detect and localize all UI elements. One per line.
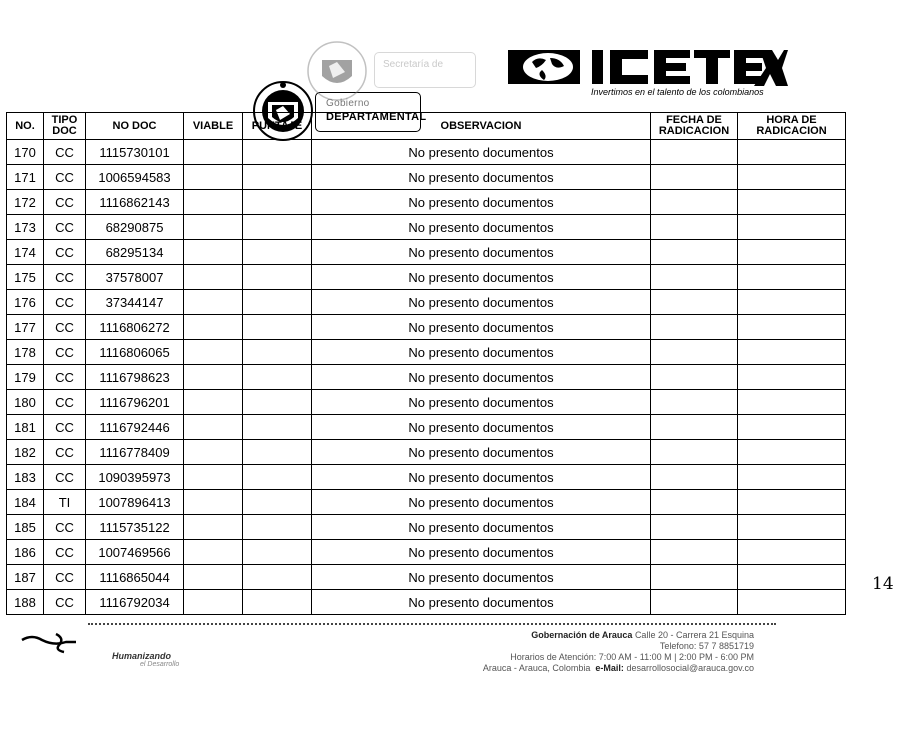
cell-fecha-radicacion (651, 190, 738, 215)
cell-no-doc: 1116792446 (86, 415, 184, 440)
cell-no-doc: 1116806065 (86, 340, 184, 365)
cell-no-doc: 37578007 (86, 265, 184, 290)
cell-tipo-doc: CC (44, 390, 86, 415)
departamental-label: DEPARTAMENTAL (326, 111, 427, 123)
cell-no: 182 (7, 440, 44, 465)
cell-puntaje (243, 390, 312, 415)
cell-tipo-doc: CC (44, 590, 86, 615)
cell-no: 186 (7, 540, 44, 565)
col-header-puntaje: PUNTAJE (243, 113, 312, 140)
cell-puntaje (243, 440, 312, 465)
footer-gobernacion: Gobernación de Arauca (531, 630, 633, 640)
cell-tipo-doc: CC (44, 540, 86, 565)
cell-no: 171 (7, 165, 44, 190)
cell-tipo-doc: CC (44, 240, 86, 265)
cell-fecha-radicacion (651, 465, 738, 490)
cell-puntaje (243, 590, 312, 615)
cell-no: 177 (7, 315, 44, 340)
arrow-signature-icon (20, 630, 80, 654)
cell-fecha-radicacion (651, 515, 738, 540)
cell-no-doc: 1116862143 (86, 190, 184, 215)
icetex-logo (508, 48, 788, 106)
cell-viable (184, 340, 243, 365)
cell-hora-radicacion (738, 590, 846, 615)
cell-hora-radicacion (738, 215, 846, 240)
cell-viable (184, 240, 243, 265)
cell-hora-radicacion (738, 265, 846, 290)
cell-puntaje (243, 515, 312, 540)
cell-no-doc: 1116778409 (86, 440, 184, 465)
cell-no: 175 (7, 265, 44, 290)
cell-observacion: No presento documentos (312, 540, 651, 565)
table-row (7, 190, 846, 215)
footer-email: desarrollosocial@arauca.gov.co (626, 663, 754, 673)
cell-no-doc: 1116792034 (86, 590, 184, 615)
cell-viable (184, 565, 243, 590)
cell-viable (184, 540, 243, 565)
cell-no: 187 (7, 565, 44, 590)
cell-puntaje (243, 315, 312, 340)
cell-tipo-doc: CC (44, 365, 86, 390)
secretaria-logo (302, 40, 480, 102)
cell-observacion: No presento documentos (312, 340, 651, 365)
cell-hora-radicacion (738, 490, 846, 515)
cell-tipo-doc: CC (44, 265, 86, 290)
table-row (7, 140, 846, 165)
cell-hora-radicacion (738, 415, 846, 440)
cell-no-doc: 68290875 (86, 215, 184, 240)
cell-no: 184 (7, 490, 44, 515)
col-header-hora-radicacion: HORA DE RADICACION (738, 113, 846, 140)
cell-no: 185 (7, 515, 44, 540)
cell-tipo-doc: CC (44, 140, 86, 165)
secretaria-label: Secretaría de (383, 59, 444, 70)
footer-address: Calle 20 - Carrera 21 Esquina (634, 630, 754, 640)
cell-puntaje (243, 365, 312, 390)
cell-observacion: No presento documentos (312, 465, 651, 490)
humanizando-label: Humanizando (112, 651, 172, 661)
footer-email-label: e-Mail: (595, 663, 624, 673)
cell-tipo-doc: CC (44, 565, 86, 590)
cell-hora-radicacion (738, 540, 846, 565)
cell-no-doc: 1007469566 (86, 540, 184, 565)
cell-no: 176 (7, 290, 44, 315)
faded-seal-icon (302, 40, 372, 102)
cell-viable (184, 290, 243, 315)
icetex-wordmark-icon (508, 48, 788, 88)
cell-tipo-doc: CC (44, 465, 86, 490)
cell-viable (184, 265, 243, 290)
footer-contact (360, 630, 754, 674)
col-header-viable: VIABLE (184, 113, 243, 140)
footer-phone: Telefono: 57 7 8851719 (659, 641, 754, 651)
cell-puntaje (243, 415, 312, 440)
document-header (0, 0, 904, 123)
cell-hora-radicacion (738, 465, 846, 490)
table-row (7, 565, 846, 590)
col-header-observacion: OBSERVACION (312, 113, 651, 140)
cell-hora-radicacion (738, 390, 846, 415)
cell-puntaje (243, 490, 312, 515)
cell-tipo-doc: CC (44, 315, 86, 340)
cell-viable (184, 315, 243, 340)
cell-no: 188 (7, 590, 44, 615)
table-row (7, 440, 846, 465)
table-row (7, 540, 846, 565)
cell-hora-radicacion (738, 315, 846, 340)
cell-hora-radicacion (738, 140, 846, 165)
cell-no: 178 (7, 340, 44, 365)
col-header-fecha-radicacion: FECHA DE RADICACION (651, 113, 738, 140)
table-row (7, 590, 846, 615)
cell-no-doc: 1116806272 (86, 315, 184, 340)
cell-fecha-radicacion (651, 290, 738, 315)
cell-viable (184, 215, 243, 240)
cell-observacion: No presento documentos (312, 415, 651, 440)
cell-tipo-doc: TI (44, 490, 86, 515)
cell-hora-radicacion (738, 290, 846, 315)
cell-puntaje (243, 240, 312, 265)
cell-hora-radicacion (738, 240, 846, 265)
cell-no: 183 (7, 465, 44, 490)
cell-observacion: No presento documentos (312, 315, 651, 340)
applicants-table (6, 112, 846, 615)
table-row (7, 465, 846, 490)
cell-fecha-radicacion (651, 315, 738, 340)
cell-tipo-doc: CC (44, 340, 86, 365)
cell-fecha-radicacion (651, 240, 738, 265)
col-header-no-doc: NO DOC (86, 113, 184, 140)
table-row (7, 290, 846, 315)
cell-observacion: No presento documentos (312, 440, 651, 465)
col-header-no: NO. (7, 113, 44, 140)
cell-no-doc: 1115730101 (86, 140, 184, 165)
cell-no-doc: 1006594583 (86, 165, 184, 190)
cell-no: 181 (7, 415, 44, 440)
cell-fecha-radicacion (651, 365, 738, 390)
cell-viable (184, 390, 243, 415)
cell-tipo-doc: CC (44, 415, 86, 440)
cell-no-doc: 1007896413 (86, 490, 184, 515)
table-header-row (7, 113, 846, 140)
cell-tipo-doc: CC (44, 440, 86, 465)
footer-divider (88, 623, 776, 625)
table-row (7, 240, 846, 265)
cell-viable (184, 465, 243, 490)
cell-hora-radicacion (738, 440, 846, 465)
cell-puntaje (243, 565, 312, 590)
cell-fecha-radicacion (651, 490, 738, 515)
table-row (7, 515, 846, 540)
cell-hora-radicacion (738, 190, 846, 215)
cell-observacion: No presento documentos (312, 565, 651, 590)
table-row (7, 490, 846, 515)
cell-observacion: No presento documentos (312, 215, 651, 240)
cell-viable (184, 165, 243, 190)
cell-puntaje (243, 190, 312, 215)
cell-tipo-doc: CC (44, 290, 86, 315)
cell-viable (184, 490, 243, 515)
cell-viable (184, 415, 243, 440)
cell-fecha-radicacion (651, 540, 738, 565)
cell-no: 180 (7, 390, 44, 415)
cell-tipo-doc: CC (44, 215, 86, 240)
cell-puntaje (243, 290, 312, 315)
footer-location: Arauca - Arauca, Colombia (482, 663, 591, 673)
cell-no: 172 (7, 190, 44, 215)
table-row (7, 165, 846, 190)
page-number: 14 (872, 574, 894, 594)
cell-tipo-doc: CC (44, 165, 86, 190)
cell-no-doc: 1090395973 (86, 465, 184, 490)
cell-no-doc: 68295134 (86, 240, 184, 265)
cell-observacion: No presento documentos (312, 515, 651, 540)
cell-observacion: No presento documentos (312, 490, 651, 515)
cell-hora-radicacion (738, 565, 846, 590)
cell-puntaje (243, 165, 312, 190)
cell-viable (184, 440, 243, 465)
cell-observacion: No presento documentos (312, 165, 651, 190)
cell-viable (184, 515, 243, 540)
cell-fecha-radicacion (651, 215, 738, 240)
cell-puntaje (243, 540, 312, 565)
col-header-tipo-doc: TIPO DOC (44, 113, 86, 140)
cell-no: 174 (7, 240, 44, 265)
cell-hora-radicacion (738, 340, 846, 365)
table-row (7, 390, 846, 415)
table-row (7, 415, 846, 440)
gobierno-label: Gobierno (326, 98, 370, 109)
cell-puntaje (243, 140, 312, 165)
icetex-tagline: Invertimos en el talento de los colombianos (591, 87, 764, 97)
table-row (7, 215, 846, 240)
cell-hora-radicacion (738, 515, 846, 540)
cell-tipo-doc: CC (44, 515, 86, 540)
cell-viable (184, 590, 243, 615)
cell-fecha-radicacion (651, 565, 738, 590)
cell-fecha-radicacion (651, 440, 738, 465)
table-row (7, 315, 846, 340)
table-row (7, 340, 846, 365)
cell-viable (184, 190, 243, 215)
cell-hora-radicacion (738, 365, 846, 390)
humanizando-sub-label: el Desarrollo (140, 661, 180, 668)
cell-no-doc: 1116796201 (86, 390, 184, 415)
cell-no: 170 (7, 140, 44, 165)
cell-no-doc: 37344147 (86, 290, 184, 315)
cell-hora-radicacion (738, 165, 846, 190)
cell-viable (184, 365, 243, 390)
cell-puntaje (243, 265, 312, 290)
cell-observacion: No presento documentos (312, 140, 651, 165)
footer-hours: Horarios de Atención: 7:00 AM - 11:00 M | 2:00 PM - 6:00 PM (510, 652, 754, 662)
cell-tipo-doc: CC (44, 190, 86, 215)
cell-fecha-radicacion (651, 415, 738, 440)
cell-observacion: No presento documentos (312, 290, 651, 315)
cell-no: 179 (7, 365, 44, 390)
table-row (7, 265, 846, 290)
cell-fecha-radicacion (651, 390, 738, 415)
cell-observacion: No presento documentos (312, 265, 651, 290)
cell-observacion: No presento documentos (312, 240, 651, 265)
cell-puntaje (243, 215, 312, 240)
cell-observacion: No presento documentos (312, 190, 651, 215)
cell-no-doc: 1115735122 (86, 515, 184, 540)
cell-fecha-radicacion (651, 265, 738, 290)
cell-observacion: No presento documentos (312, 365, 651, 390)
humanizando-logo (104, 643, 204, 673)
cell-fecha-radicacion (651, 165, 738, 190)
cell-puntaje (243, 465, 312, 490)
cell-puntaje (243, 340, 312, 365)
cell-no-doc: 1116865044 (86, 565, 184, 590)
cell-fecha-radicacion (651, 590, 738, 615)
cell-fecha-radicacion (651, 340, 738, 365)
secretaria-box (374, 52, 476, 88)
cell-fecha-radicacion (651, 140, 738, 165)
cell-observacion: No presento documentos (312, 390, 651, 415)
table-row (7, 365, 846, 390)
cell-no-doc: 1116798623 (86, 365, 184, 390)
cell-viable (184, 140, 243, 165)
cell-observacion: No presento documentos (312, 590, 651, 615)
cell-no: 173 (7, 215, 44, 240)
